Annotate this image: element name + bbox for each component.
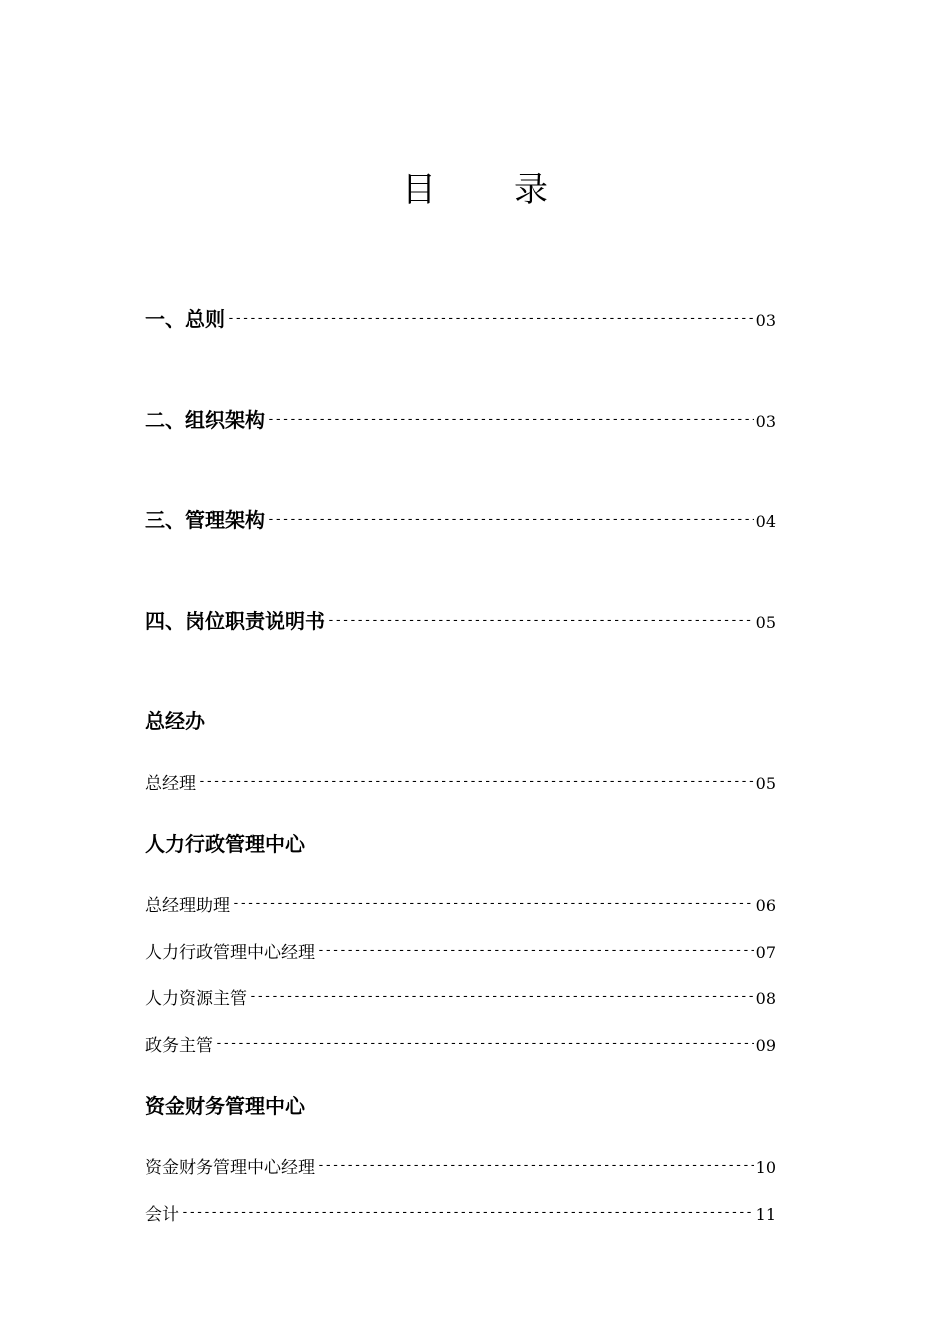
dot-leader <box>232 897 754 911</box>
toc-entry-label: 资金财务管理中心经理 <box>145 1158 315 1178</box>
toc-subentry[interactable] <box>145 1031 776 1056</box>
dot-leader <box>317 944 754 958</box>
toc-entry-label: 人力资源主管 <box>145 989 247 1009</box>
dot-leader <box>267 413 754 427</box>
dot-leader <box>198 775 754 789</box>
toc-entry-label: 三、管理架构 <box>145 508 265 532</box>
toc-entry-label: 一、总则 <box>145 307 225 331</box>
page-title <box>0 162 950 211</box>
toc-entry-general[interactable] <box>145 303 776 332</box>
toc-subentry[interactable] <box>145 938 776 963</box>
dot-leader <box>215 1037 754 1051</box>
dot-leader <box>181 1206 754 1220</box>
toc-subentry[interactable] <box>145 769 776 794</box>
toc-entry-page: 07 <box>755 943 776 962</box>
toc-entry-label: 人力行政管理中心经理 <box>145 943 315 963</box>
toc-entry-management-structure[interactable] <box>145 504 776 533</box>
title-char-1: 目 <box>402 170 436 210</box>
toc-subentry[interactable] <box>145 1200 776 1225</box>
toc-entry-label: 总经理助理 <box>145 896 230 916</box>
dot-leader <box>267 513 754 527</box>
toc-entry-job-descriptions[interactable] <box>145 605 776 634</box>
toc-entry-page: 03 <box>755 412 776 431</box>
toc-entry-label: 二、组织架构 <box>145 408 265 432</box>
section-heading-hr-admin: 人力行政管理中心 <box>145 832 305 856</box>
toc-entry-label: 政务主管 <box>145 1036 213 1056</box>
toc-entry-page: 06 <box>755 896 776 915</box>
dot-leader <box>327 614 754 628</box>
section-heading-finance: 资金财务管理中心 <box>145 1094 305 1118</box>
toc-subentry[interactable] <box>145 891 776 916</box>
section-heading-gm-office: 总经办 <box>145 709 205 733</box>
dot-leader <box>317 1159 754 1173</box>
toc-entry-page: 05 <box>755 774 776 793</box>
toc-entry-page: 11 <box>755 1205 776 1224</box>
toc-entry-page: 05 <box>755 613 776 632</box>
toc-entry-page: 08 <box>755 989 776 1008</box>
toc-entry-page: 04 <box>755 512 776 531</box>
toc-entry-page: 09 <box>755 1036 776 1055</box>
toc-entry-page: 10 <box>755 1158 776 1177</box>
toc-subentry[interactable] <box>145 984 776 1009</box>
toc-entry-page: 03 <box>755 311 776 330</box>
toc-entry-label: 四、岗位职责说明书 <box>145 609 325 633</box>
toc-entry-label: 会计 <box>145 1205 179 1225</box>
dot-leader <box>227 312 754 326</box>
toc-entry-label: 总经理 <box>145 774 196 794</box>
dot-leader <box>249 990 754 1004</box>
toc-entry-org-structure[interactable] <box>145 404 776 433</box>
title-char-2: 录 <box>514 170 548 210</box>
toc-subentry[interactable] <box>145 1153 776 1178</box>
